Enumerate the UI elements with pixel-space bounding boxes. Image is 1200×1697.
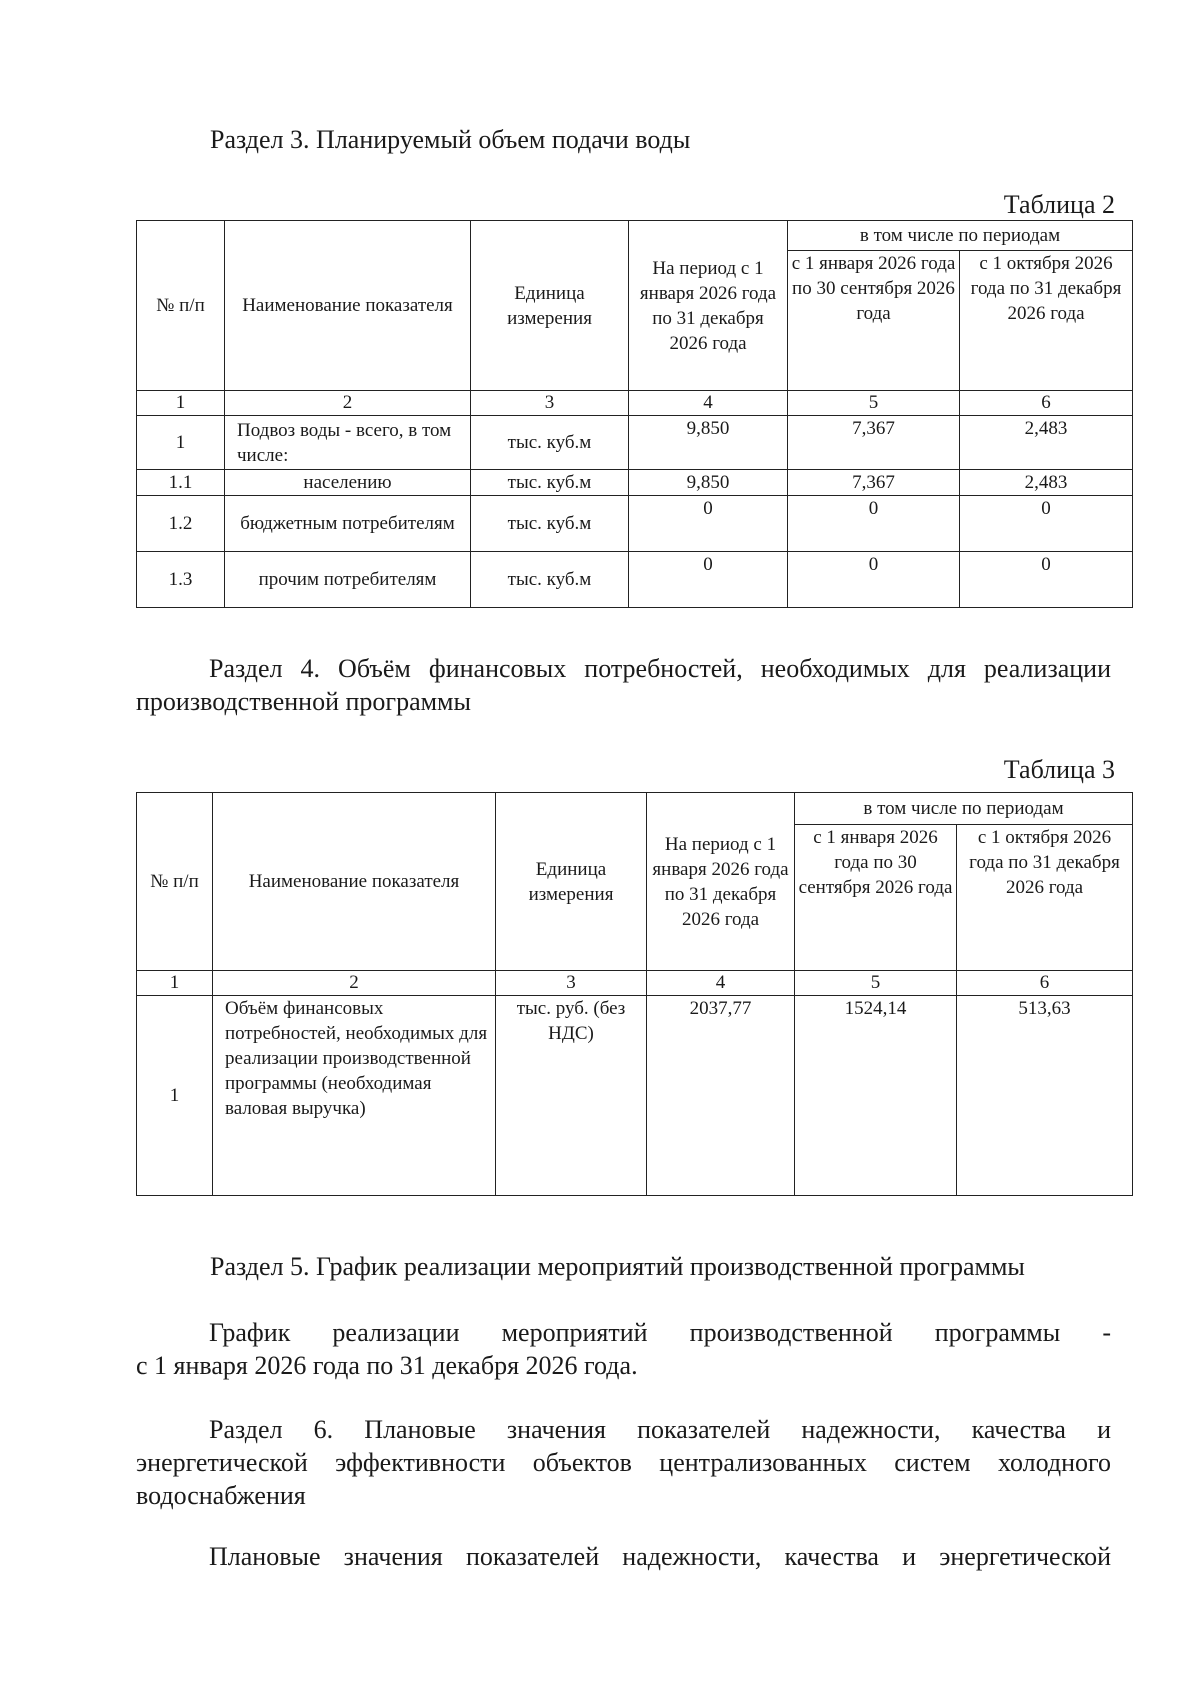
col-number: 3 bbox=[496, 971, 647, 996]
row-p2: 0 bbox=[960, 496, 1133, 552]
col-number: 2 bbox=[213, 971, 496, 996]
row-p2: 0 bbox=[960, 552, 1133, 608]
col-number: 3 bbox=[471, 391, 629, 416]
table-row bbox=[137, 552, 1133, 608]
row-p2: 2,483 bbox=[960, 416, 1133, 470]
row-p2: 513,63 bbox=[957, 996, 1133, 1196]
col-number: 6 bbox=[960, 391, 1133, 416]
col-number: 4 bbox=[647, 971, 795, 996]
header-p1: с 1 января 2026 года по 30 сентября 2026 года bbox=[795, 825, 957, 971]
table-financial-needs bbox=[136, 792, 1133, 1196]
header-p1: с 1 января 2026 года по 30 сентября 2026 года bbox=[788, 251, 960, 391]
table-row bbox=[137, 470, 1133, 496]
header-num: № п/п bbox=[137, 221, 225, 391]
header-subperiods: в том числе по периодам bbox=[788, 221, 1133, 251]
header-name: Наименование показателя bbox=[213, 793, 496, 971]
row-unit: тыс. куб.м bbox=[471, 496, 629, 552]
row-p1: 7,367 bbox=[788, 470, 960, 496]
row-p2: 2,483 bbox=[960, 470, 1133, 496]
row-p1: 1524,14 bbox=[795, 996, 957, 1196]
row-unit: тыс. куб.м bbox=[471, 552, 629, 608]
row-name: бюджетным потребителям bbox=[225, 496, 471, 552]
section6-heading: Раздел 6. Плановые значения показателей надежности, качества и энергетической эффективности объектов централизованных систем холодного водоснабжения bbox=[136, 1415, 1111, 1510]
col-number: 1 bbox=[137, 971, 213, 996]
section5-text-line2: с 1 января 2026 года по 31 декабря 2026 года. bbox=[136, 1351, 638, 1380]
row-total: 0 bbox=[629, 496, 788, 552]
row-num: 1.2 bbox=[137, 496, 225, 552]
row-total: 9,850 bbox=[629, 416, 788, 470]
table2-caption: Таблица 2 bbox=[1003, 190, 1115, 219]
row-unit: тыс. куб.м bbox=[471, 416, 629, 470]
header-unit: Единица измерения bbox=[471, 221, 629, 391]
section3-heading: Раздел 3. Планируемый объем подачи воды bbox=[210, 125, 691, 154]
section4-heading: Раздел 4. Объём финансовых потребностей, необходимых для реализации производственной программы bbox=[136, 654, 1111, 716]
row-total: 2037,77 bbox=[647, 996, 795, 1196]
row-unit: тыс. куб.м bbox=[471, 470, 629, 496]
header-period: На период с 1 января 2026 года по 31 декабря 2026 года bbox=[647, 793, 795, 971]
row-name: прочим потребителям bbox=[225, 552, 471, 608]
header-name: Наименование показателя bbox=[225, 221, 471, 391]
section6-text: Плановые значения показателей надежности, качества и энергетической bbox=[209, 1542, 1111, 1571]
row-num: 1 bbox=[137, 416, 225, 470]
section5-text-line1: График реализации мероприятий производственной программы - bbox=[209, 1318, 1111, 1347]
row-num: 1.3 bbox=[137, 552, 225, 608]
col-number: 5 bbox=[795, 971, 957, 996]
header-subperiods: в том числе по периодам bbox=[795, 793, 1133, 825]
row-unit: тыс. руб. (без НДС) bbox=[496, 996, 647, 1196]
table-row bbox=[137, 996, 1133, 1196]
col-number: 5 bbox=[788, 391, 960, 416]
header-p2: с 1 октября 2026 года по 31 декабря 2026 года bbox=[957, 825, 1133, 971]
row-num: 1.1 bbox=[137, 470, 225, 496]
row-p1: 0 bbox=[788, 496, 960, 552]
header-unit: Единица измерения bbox=[496, 793, 647, 971]
row-p1: 0 bbox=[788, 552, 960, 608]
row-name: Объём финансовых потребностей, необходимых для реализации производственной программы (необходимая валовая выручка) bbox=[213, 996, 496, 1196]
row-p1: 7,367 bbox=[788, 416, 960, 470]
row-name: Подвоз воды - всего, в том числе: bbox=[225, 416, 471, 470]
row-name: населению bbox=[225, 470, 471, 496]
section5-heading: Раздел 5. График реализации мероприятий производственной программы bbox=[210, 1252, 1025, 1281]
col-number: 4 bbox=[629, 391, 788, 416]
table3-caption: Таблица 3 bbox=[1003, 755, 1115, 784]
header-period: На период с 1 января 2026 года по 31 декабря 2026 года bbox=[629, 221, 788, 391]
row-num: 1 bbox=[137, 996, 213, 1196]
row-total: 9,850 bbox=[629, 470, 788, 496]
row-total: 0 bbox=[629, 552, 788, 608]
table-water-supply bbox=[136, 220, 1133, 608]
table-row bbox=[137, 416, 1133, 470]
col-number: 2 bbox=[225, 391, 471, 416]
header-num: № п/п bbox=[137, 793, 213, 971]
col-number: 1 bbox=[137, 391, 225, 416]
col-number: 6 bbox=[957, 971, 1133, 996]
header-p2: с 1 октября 2026 года по 31 декабря 2026 года bbox=[960, 251, 1133, 391]
table-row bbox=[137, 496, 1133, 552]
